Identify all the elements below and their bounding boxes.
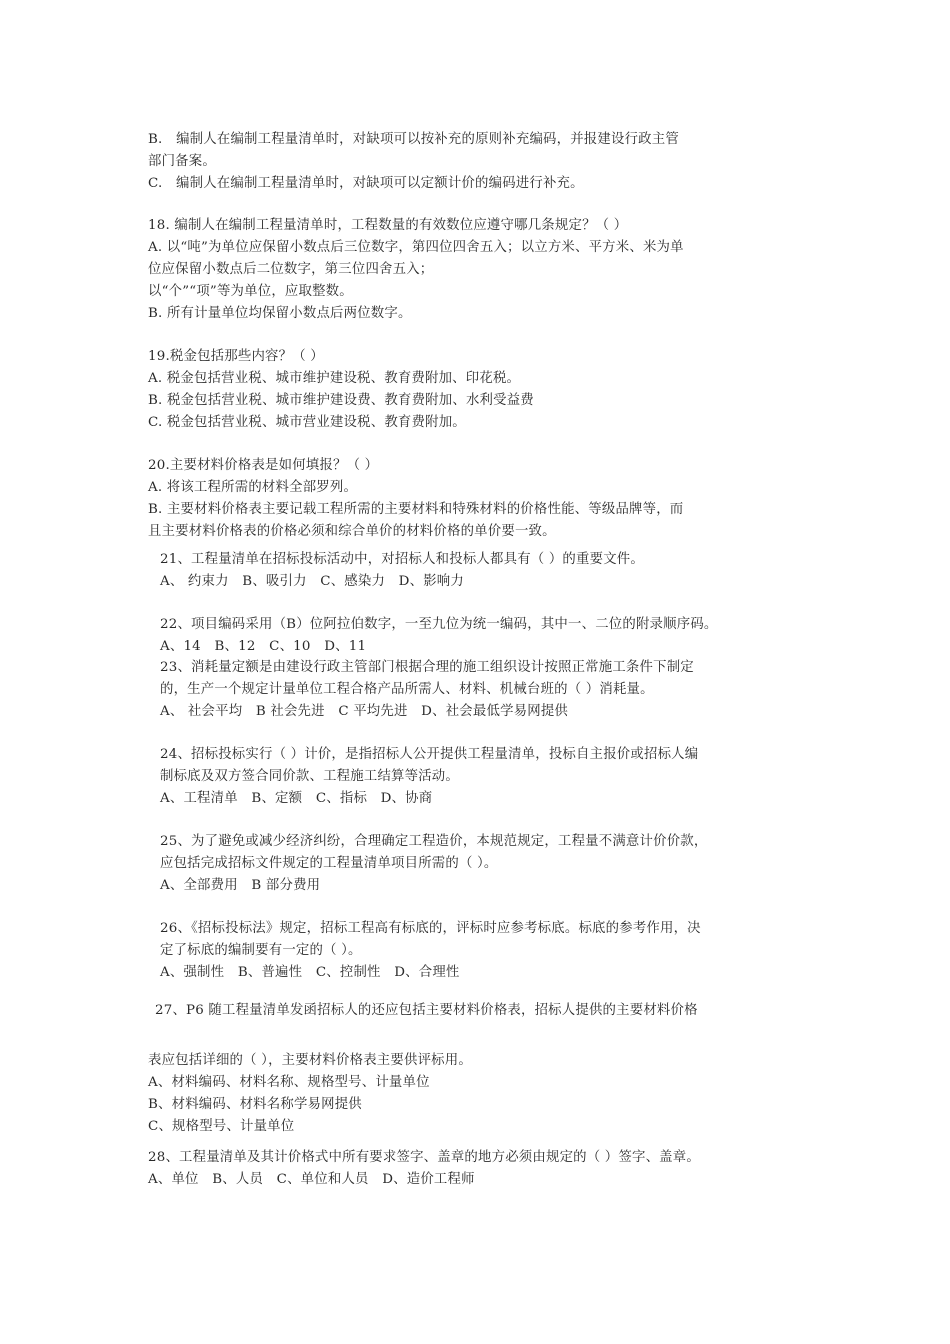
option-20a: A. 将该工程所需的材料全部罗列。 <box>148 480 358 495</box>
option-27a: A、材料编码、材料名称、规格型号、计量单位 <box>148 1075 430 1090</box>
option-27c: C、规格型号、计量单位 <box>148 1119 295 1134</box>
question-28: 28、工程量清单及其计价格式中所有要求签字、盖章的地方必须由规定的（ ）签字、盖章。 <box>148 1150 700 1165</box>
question-25-line1: 25、为了避免或减少经济纠纷，合理确定工程造价，本规范规定，工程量不满意计价价款， <box>160 834 708 849</box>
option-27b: B、材料编码、材料名称学易网提供 <box>148 1097 362 1112</box>
option-18a-line1: A. 以“吨”为单位应保留小数点后三位数字，第四位四舍五入；以立方米、平方米、米为单 <box>148 240 684 255</box>
option-20b-line1: B. 主要材料价格表主要记载工程所需的主要材料和特殊材料的价格性能、等级品牌等，而 <box>148 502 684 517</box>
option-18a-line2: 位应保留小数点后二位数字，第三位四舍五入； <box>148 262 434 277</box>
question-23-line2: 的，生产一个规定计量单位工程合格产品所需人、材料、机械台班的（ ）消耗量。 <box>160 682 654 697</box>
option-18b: B. 所有计量单位均保留小数点后两位数字。 <box>148 306 412 321</box>
question-18: 18. 编制人在编制工程量清单时，工程数量的有效数位应遵守哪几条规定？（ ） <box>148 218 628 233</box>
question-27-line1: 27、P6 随工程量清单发函招标人的还应包括主要材料价格表，招标人提供的主要材料价格 <box>155 1003 698 1018</box>
options-28: A、单位 B、人员 C、单位和人员 D、造价工程师 <box>148 1172 475 1187</box>
options-22: A、14 B、12 C、10 D、11 <box>160 639 367 654</box>
question-24-line2: 制标底及双方签合同价款、工程施工结算等活动。 <box>160 769 459 784</box>
options-23: A、 社会平均 B 社会先进 C 平均先进 D、社会最低学易网提供 <box>160 704 569 719</box>
question-19: 19.税金包括那些内容？（ ） <box>148 349 324 364</box>
question-21: 21、工程量清单在招标投标活动中，对招标人和投标人都具有（ ）的重要文件。 <box>160 552 644 567</box>
question-23-line1: 23、消耗量定额是由建设行政主管部门根据合理的施工组织设计按照正常施工条件下制定 <box>160 660 694 675</box>
question-27-line2: 表应包括详细的（ ），主要材料价格表主要供评标用。 <box>148 1053 472 1068</box>
option-19a: A. 税金包括营业税、城市维护建设税、教育费附加、印花税。 <box>148 371 521 386</box>
option-19c: C. 税金包括营业税、城市营业建设税、教育费附加。 <box>148 415 466 430</box>
option-17c: C. 编制人在编制工程量清单时，对缺项可以定额计价的编码进行补充。 <box>148 176 584 191</box>
question-22: 22、项目编码采用（B）位阿拉伯数字，一至九位为统一编码，其中一、二位的附录顺序码。 <box>160 617 718 632</box>
question-26-line2: 定了标底的编制要有一定的（ ）。 <box>160 943 362 958</box>
question-25-line2: 应包括完成招标文件规定的工程量清单项目所需的（ ）。 <box>160 856 498 871</box>
option-17b-line1: B. 编制人在编制工程量清单时，对缺项可以按补充的原则补充编码，并报建设行政主管 <box>148 132 679 147</box>
question-20: 20.主要材料价格表是如何填报？（ ） <box>148 458 379 473</box>
option-19b: B. 税金包括营业税、城市维护建设费、教育费附加、水利受益费 <box>148 393 534 408</box>
options-25: A、全部费用 B 部分费用 <box>160 878 321 893</box>
question-26-line1: 26、《招标投标法》规定，招标工程高有标底的，评标时应参考标底。标底的参考作用，决 <box>160 921 701 936</box>
options-26: A、强制性 B、普遍性 C、控制性 D、合理性 <box>160 965 460 980</box>
option-17b-line2: 部门备案。 <box>148 154 216 169</box>
question-24-line1: 24、招标投标实行（ ）计价，是指招标人公开提供工程量清单，投标自主报价或招标人编 <box>160 747 699 762</box>
options-21: A、 约束力 B、吸引力 C、感染力 D、影响力 <box>160 574 464 589</box>
option-18a-line3: 以“个”“项”等为单位，应取整数。 <box>148 284 353 299</box>
option-20b-line2: 且主要材料价格表的价格必须和综合单价的材料价格的单价要一致。 <box>148 524 556 539</box>
options-24: A、工程清单 B、定额 C、指标 D、协商 <box>160 791 433 806</box>
